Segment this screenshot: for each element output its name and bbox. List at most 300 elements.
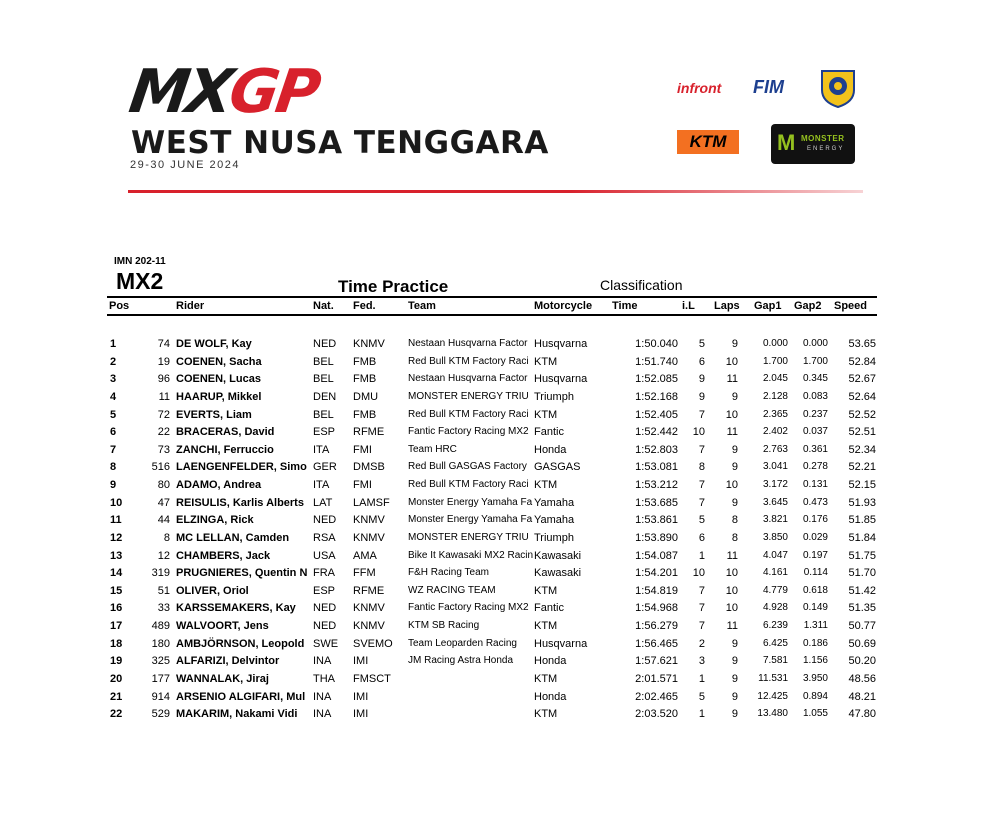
col-header-nat: Nat. xyxy=(313,300,334,312)
table-row xyxy=(0,494,985,511)
row-rider-number: 12 xyxy=(157,549,170,562)
row-gap1: 1.700 xyxy=(762,355,788,367)
row-speed: 51.84 xyxy=(848,531,876,544)
table-row xyxy=(0,406,985,423)
row-position: 4 xyxy=(110,390,117,403)
row-motorcycle: GASGAS xyxy=(534,461,581,474)
row-nationality: INA xyxy=(313,655,332,668)
row-motorcycle: KTM xyxy=(534,479,558,492)
table-row xyxy=(0,388,985,405)
row-motorcycle: Kawasaki xyxy=(534,567,582,580)
row-rider-name: WANNALAK, Jiraj xyxy=(176,672,269,685)
row-ideal-lap: 7 xyxy=(698,584,705,597)
row-rider-name: MAKARIM, Nakami Vidi xyxy=(176,708,298,721)
row-federation: IMI xyxy=(353,690,369,703)
row-position: 14 xyxy=(110,567,123,580)
row-gap2: 0.037 xyxy=(802,426,828,438)
row-nationality: BEL xyxy=(313,355,334,368)
row-federation: KNMV xyxy=(353,514,385,527)
row-rider-name: DE WOLF, Kay xyxy=(176,338,252,350)
row-rider-name: WALVOORT, Jens xyxy=(176,620,269,633)
row-laps: 10 xyxy=(725,355,738,368)
table-row xyxy=(0,511,985,528)
table-row xyxy=(0,335,985,352)
row-rider-name: ARSENIO ALGIFARI, Mul xyxy=(176,690,306,703)
table-row xyxy=(0,370,985,387)
row-motorcycle: Fantic xyxy=(534,426,564,439)
row-laps: 9 xyxy=(731,390,738,403)
row-federation: SVEMO xyxy=(353,637,393,650)
row-ideal-lap: 6 xyxy=(698,355,705,368)
row-position: 21 xyxy=(110,690,123,703)
row-motorcycle: Husqvarna xyxy=(534,373,588,386)
mxgp-logo xyxy=(125,57,323,127)
row-position: 11 xyxy=(110,514,122,527)
row-gap1: 4.161 xyxy=(762,567,788,579)
row-position: 19 xyxy=(110,655,123,668)
row-team: Bike It Kawasaki MX2 Racin xyxy=(408,549,533,561)
row-position: 5 xyxy=(110,408,117,421)
row-gap1: 2.402 xyxy=(762,426,788,438)
row-ideal-lap: 9 xyxy=(698,390,705,403)
row-speed: 51.70 xyxy=(848,567,876,580)
row-team: Nestaan Husqvarna Factor xyxy=(408,373,528,385)
row-ideal-lap: 9 xyxy=(698,373,705,386)
row-rider-name: LAENGENFELDER, Simo xyxy=(176,461,307,474)
row-nationality: BEL xyxy=(313,408,334,421)
row-gap2: 0.473 xyxy=(802,496,828,508)
row-ideal-lap: 8 xyxy=(698,461,705,474)
row-rider-name: COENEN, Lucas xyxy=(176,373,261,386)
row-rider-number: 325 xyxy=(151,655,170,668)
row-speed: 52.64 xyxy=(848,390,876,403)
row-motorcycle: Fantic xyxy=(534,602,564,615)
row-rider-number: 516 xyxy=(151,461,170,474)
row-laps: 11 xyxy=(726,426,738,439)
row-best-time: 1:53.081 xyxy=(635,461,678,474)
row-speed: 51.42 xyxy=(848,584,876,597)
class-name: MX2 xyxy=(116,268,164,294)
row-nationality: BEL xyxy=(313,373,334,386)
row-nationality: SWE xyxy=(313,637,339,650)
row-laps: 8 xyxy=(731,531,738,544)
row-rider-name: HAARUP, Mikkel xyxy=(176,390,262,403)
row-federation: RFME xyxy=(353,426,385,439)
row-rider-name: COENEN, Sacha xyxy=(176,355,262,368)
row-position: 13 xyxy=(110,549,123,562)
row-speed: 51.75 xyxy=(848,549,876,562)
row-position: 15 xyxy=(110,584,123,597)
row-best-time: 1:54.087 xyxy=(635,549,678,562)
row-best-time: 1:51.740 xyxy=(635,355,678,368)
row-federation: FMB xyxy=(353,355,377,368)
row-gap2: 0.618 xyxy=(802,584,828,596)
row-rider-number: 22 xyxy=(157,426,170,439)
row-laps: 9 xyxy=(731,637,738,650)
row-gap2: 0.176 xyxy=(802,514,828,526)
col-header-il: i.L xyxy=(682,300,695,312)
col-header-gap1: Gap1 xyxy=(754,300,782,312)
row-motorcycle: KTM xyxy=(534,355,558,368)
row-laps: 9 xyxy=(731,690,738,703)
row-rider-name: AMBJÖRNSON, Leopold xyxy=(176,637,305,650)
row-laps: 10 xyxy=(725,567,738,580)
row-motorcycle: KTM xyxy=(534,672,558,685)
row-ideal-lap: 10 xyxy=(692,567,705,580)
row-speed: 52.21 xyxy=(848,461,876,474)
row-position: 9 xyxy=(110,479,117,492)
row-position: 3 xyxy=(110,373,117,386)
row-federation: FMSCT xyxy=(353,672,391,685)
row-rider-name: OLIVER, Oriol xyxy=(176,584,249,597)
col-header-speed: Speed xyxy=(834,300,868,312)
row-gap2: 0.278 xyxy=(802,461,828,473)
row-rider-number: 74 xyxy=(157,338,170,350)
row-team: Nestaan Husqvarna Factor xyxy=(408,338,528,349)
row-speed: 52.34 xyxy=(848,443,876,456)
row-team: Monster Energy Yamaha Fa xyxy=(408,514,533,526)
row-team: MONSTER ENERGY TRIU xyxy=(408,531,529,543)
event-date: 29-30 JUNE 2024 xyxy=(130,159,240,171)
table-row xyxy=(0,547,985,564)
row-position: 18 xyxy=(110,637,123,650)
header-divider xyxy=(128,190,863,193)
row-speed: 51.93 xyxy=(848,496,876,509)
row-team: JM Racing Astra Honda xyxy=(408,655,514,667)
row-team: Monster Energy Yamaha Fa xyxy=(408,496,533,508)
infront-logo: infront xyxy=(677,80,722,96)
row-gap2: 1.156 xyxy=(802,655,828,667)
table-row xyxy=(0,688,985,705)
row-team: Team Leoparden Racing xyxy=(408,637,517,649)
row-laps: 10 xyxy=(725,479,738,492)
row-speed: 48.21 xyxy=(848,690,876,703)
table-top-rule xyxy=(107,296,877,298)
row-team: KTM SB Racing xyxy=(408,620,480,632)
row-speed: 52.84 xyxy=(848,355,876,368)
row-laps: 11 xyxy=(726,373,738,386)
row-nationality: LAT xyxy=(313,496,333,509)
row-speed: 50.77 xyxy=(848,620,876,633)
row-gap2: 0.000 xyxy=(802,338,828,349)
row-position: 7 xyxy=(110,443,117,456)
row-motorcycle: Yamaha xyxy=(534,496,575,509)
row-best-time: 1:53.890 xyxy=(635,531,678,544)
row-best-time: 1:54.968 xyxy=(635,602,678,615)
monster-energy-logo xyxy=(771,124,855,164)
row-gap1: 3.821 xyxy=(762,514,788,526)
row-rider-name: ADAMO, Andrea xyxy=(176,479,262,492)
row-federation: KNMV xyxy=(353,602,385,615)
row-nationality: USA xyxy=(313,549,336,562)
row-gap1: 2.045 xyxy=(762,373,788,385)
row-gap2: 0.237 xyxy=(802,408,828,420)
row-speed: 53.65 xyxy=(848,338,876,350)
row-position: 2 xyxy=(110,355,117,368)
table-row xyxy=(0,441,985,458)
monster-claw-icon: M xyxy=(777,130,796,155)
row-rider-number: 11 xyxy=(158,390,170,403)
row-rider-name: MC LELLAN, Camden xyxy=(176,531,290,544)
row-ideal-lap: 7 xyxy=(698,408,705,421)
row-motorcycle: Kawasaki xyxy=(534,549,582,562)
document-code: IMN 202-11 xyxy=(114,256,166,267)
row-speed: 51.85 xyxy=(848,514,876,527)
row-ideal-lap: 7 xyxy=(698,620,705,633)
row-federation: RFME xyxy=(353,584,385,597)
row-nationality: ESP xyxy=(313,426,336,439)
row-gap2: 0.186 xyxy=(802,637,828,649)
row-best-time: 1:53.861 xyxy=(635,514,678,527)
row-gap2: 1.700 xyxy=(802,355,828,367)
row-nationality: NED xyxy=(313,620,337,633)
row-motorcycle: KTM xyxy=(534,708,558,721)
row-nationality: THA xyxy=(313,672,335,685)
imi-shield-icon xyxy=(819,68,857,108)
row-rider-name: EVERTS, Liam xyxy=(176,408,252,421)
row-motorcycle: Triumph xyxy=(534,390,574,403)
row-speed: 50.69 xyxy=(848,637,876,650)
row-laps: 10 xyxy=(725,602,738,615)
row-position: 17 xyxy=(110,620,123,633)
row-motorcycle: Triumph xyxy=(534,531,574,544)
row-rider-number: 8 xyxy=(163,531,170,544)
col-header-team: Team xyxy=(408,300,436,312)
event-title: WEST NUSA TENGGARA xyxy=(131,125,549,161)
row-gap1: 11.531 xyxy=(758,672,788,684)
row-ideal-lap: 10 xyxy=(692,426,705,439)
table-row xyxy=(0,705,985,722)
row-speed: 52.52 xyxy=(848,408,876,421)
row-speed: 52.51 xyxy=(848,426,876,439)
row-gap1: 2.763 xyxy=(762,443,788,455)
row-federation: DMU xyxy=(353,390,379,403)
row-federation: DMSB xyxy=(353,461,385,474)
row-best-time: 1:52.803 xyxy=(635,443,678,456)
row-speed: 52.67 xyxy=(848,373,876,386)
row-laps: 9 xyxy=(731,496,738,509)
row-gap2: 0.114 xyxy=(803,567,828,579)
row-federation: KNMV xyxy=(353,620,385,633)
row-rider-number: 51 xyxy=(157,584,170,597)
row-laps: 9 xyxy=(731,443,738,456)
row-laps: 8 xyxy=(731,514,738,527)
col-header-laps: Laps xyxy=(714,300,740,312)
energy-text: ENERGY xyxy=(807,146,845,152)
row-federation: FMI xyxy=(353,479,372,492)
row-nationality: ITA xyxy=(313,479,330,492)
row-best-time: 1:56.279 xyxy=(635,620,678,633)
row-best-time: 1:52.168 xyxy=(635,390,678,403)
row-nationality: FRA xyxy=(313,567,335,580)
row-position: 20 xyxy=(110,672,123,685)
row-ideal-lap: 7 xyxy=(698,479,705,492)
row-motorcycle: KTM xyxy=(534,408,558,421)
row-team: Red Bull GASGAS Factory xyxy=(408,461,527,473)
row-best-time: 2:03.520 xyxy=(635,708,678,721)
row-gap1: 3.172 xyxy=(762,479,788,491)
table-row xyxy=(0,529,985,546)
row-nationality: ESP xyxy=(313,584,336,597)
row-best-time: 1:54.819 xyxy=(635,584,678,597)
ktm-logo: KTM xyxy=(677,130,739,154)
row-nationality: ITA xyxy=(313,443,330,456)
col-header-time: Time xyxy=(612,300,638,312)
row-federation: AMA xyxy=(353,549,377,562)
row-rider-name: ZANCHI, Ferruccio xyxy=(176,443,274,456)
row-federation: KNMV xyxy=(353,338,385,350)
table-row xyxy=(0,635,985,652)
row-best-time: 1:54.201 xyxy=(635,567,678,580)
row-ideal-lap: 1 xyxy=(698,708,705,721)
row-best-time: 1:53.212 xyxy=(635,479,678,492)
row-gap1: 3.041 xyxy=(762,461,788,473)
row-gap1: 2.365 xyxy=(762,408,788,420)
row-gap1: 12.425 xyxy=(757,690,788,702)
row-motorcycle: Husqvarna xyxy=(534,637,588,650)
row-federation: FMB xyxy=(353,408,377,421)
row-speed: 52.15 xyxy=(848,479,876,492)
session-title: Time Practice xyxy=(338,277,449,296)
row-federation: KNMV xyxy=(353,531,385,544)
col-header-motorcycle: Motorcycle xyxy=(534,300,593,312)
row-gap2: 0.894 xyxy=(802,690,828,702)
row-gap2: 0.029 xyxy=(802,531,828,543)
row-speed: 47.80 xyxy=(848,708,876,721)
row-gap2: 3.950 xyxy=(802,672,828,684)
row-federation: FFM xyxy=(353,567,376,580)
row-gap1: 4.928 xyxy=(762,602,788,614)
document-subtitle: Classification xyxy=(600,277,683,293)
row-rider-name: REISULIS, Karlis Alberts xyxy=(176,496,304,509)
row-position: 22 xyxy=(110,708,123,721)
row-speed: 51.35 xyxy=(848,602,876,615)
row-ideal-lap: 1 xyxy=(698,549,705,562)
row-team: F&H Racing Team xyxy=(408,567,489,579)
row-laps: 11 xyxy=(726,620,738,633)
row-ideal-lap: 6 xyxy=(698,531,705,544)
table-row xyxy=(0,582,985,599)
row-team: Red Bull KTM Factory Raci xyxy=(408,479,529,491)
row-gap2: 1.055 xyxy=(802,708,828,720)
row-motorcycle: Husqvarna xyxy=(534,338,588,350)
table-row xyxy=(0,458,985,475)
row-rider-number: 72 xyxy=(157,408,170,421)
row-ideal-lap: 5 xyxy=(698,690,705,703)
row-rider-number: 529 xyxy=(151,708,170,721)
row-motorcycle: Honda xyxy=(534,655,567,668)
row-team: Red Bull KTM Factory Raci xyxy=(408,355,529,367)
row-best-time: 2:02.465 xyxy=(635,690,678,703)
row-gap1: 3.645 xyxy=(762,496,788,508)
col-header-gap2: Gap2 xyxy=(794,300,822,312)
row-rider-name: ALFARIZI, Delvintor xyxy=(176,655,280,668)
table-row xyxy=(0,423,985,440)
row-laps: 10 xyxy=(725,408,738,421)
row-motorcycle: Honda xyxy=(534,443,567,456)
row-ideal-lap: 7 xyxy=(698,496,705,509)
row-rider-number: 96 xyxy=(157,373,170,386)
table-row xyxy=(0,617,985,634)
row-rider-number: 180 xyxy=(151,637,170,650)
table-row xyxy=(0,652,985,669)
row-nationality: NED xyxy=(313,514,337,527)
row-rider-number: 47 xyxy=(157,496,170,509)
row-best-time: 1:52.405 xyxy=(635,408,678,421)
row-ideal-lap: 5 xyxy=(698,514,705,527)
col-header-fed: Fed. xyxy=(353,300,376,312)
row-gap2: 0.197 xyxy=(802,549,828,561)
row-position: 16 xyxy=(110,602,123,615)
row-gap1: 6.425 xyxy=(762,637,788,649)
row-ideal-lap: 7 xyxy=(698,443,705,456)
row-rider-name: ELZINGA, Rick xyxy=(176,514,254,527)
row-nationality: INA xyxy=(313,708,332,721)
row-laps: 9 xyxy=(731,338,738,350)
row-position: 1 xyxy=(110,338,117,350)
row-team: Fantic Factory Racing MX2 xyxy=(408,602,529,614)
row-federation: FMI xyxy=(353,443,372,456)
row-nationality: NED xyxy=(313,338,337,350)
row-rider-number: 319 xyxy=(151,567,170,580)
row-position: 6 xyxy=(110,426,117,439)
col-header-rider: Rider xyxy=(176,300,205,312)
row-rider-number: 914 xyxy=(151,690,170,703)
row-ideal-lap: 2 xyxy=(698,637,705,650)
row-rider-number: 44 xyxy=(157,514,170,527)
row-laps: 9 xyxy=(731,655,738,668)
row-federation: IMI xyxy=(353,655,369,668)
row-gap1: 13.480 xyxy=(757,708,788,720)
row-laps: 10 xyxy=(725,584,738,597)
row-position: 10 xyxy=(110,496,123,509)
row-federation: LAMSF xyxy=(353,496,390,509)
row-laps: 11 xyxy=(726,549,738,562)
col-header-pos: Pos xyxy=(109,300,130,312)
row-rider-number: 19 xyxy=(157,355,170,368)
row-best-time: 1:56.465 xyxy=(635,637,678,650)
row-motorcycle: Yamaha xyxy=(534,514,575,527)
row-rider-name: PRUGNIERES, Quentin N xyxy=(176,567,308,580)
row-rider-number: 73 xyxy=(157,443,170,456)
row-nationality: GER xyxy=(313,461,337,474)
row-nationality: NED xyxy=(313,602,337,615)
row-gap2: 0.345 xyxy=(802,373,828,385)
row-best-time: 1:52.085 xyxy=(635,373,678,386)
row-rider-name: CHAMBERS, Jack xyxy=(176,549,271,562)
row-ideal-lap: 1 xyxy=(698,672,705,685)
row-ideal-lap: 7 xyxy=(698,602,705,615)
table-header-rule xyxy=(107,314,877,316)
row-position: 12 xyxy=(110,531,123,544)
row-federation: IMI xyxy=(353,708,369,721)
logo-mx-text: MX xyxy=(125,57,235,127)
row-nationality: DEN xyxy=(313,390,337,403)
row-gap2: 1.311 xyxy=(803,620,828,632)
row-speed: 50.20 xyxy=(848,655,876,668)
row-rider-name: BRACERAS, David xyxy=(176,426,275,439)
row-gap2: 0.083 xyxy=(802,390,828,402)
row-federation: FMB xyxy=(353,373,377,386)
row-gap2: 0.361 xyxy=(802,443,828,455)
table-row xyxy=(0,564,985,581)
row-speed: 48.56 xyxy=(848,672,876,685)
row-gap1: 4.047 xyxy=(762,549,788,561)
row-team: Team HRC xyxy=(408,443,457,455)
row-gap2: 0.131 xyxy=(802,479,828,491)
row-nationality: RSA xyxy=(313,531,336,544)
row-gap1: 2.128 xyxy=(762,390,788,402)
